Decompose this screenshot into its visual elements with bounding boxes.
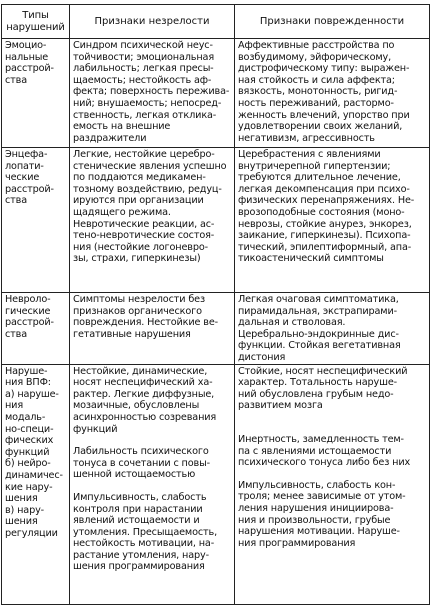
immaturity-cell	[70, 148, 235, 293]
header-types: Типы нарушений	[2, 5, 70, 39]
row-type-label: Эмоцио- нальные расстрой- ства	[2, 39, 70, 148]
immaturity-text: Невротические реакции, ас- тено-невротические состоя- ния (нестойкие логоневро- зы, страхи, гиперкинезы)	[73, 218, 215, 265]
row-type-label: Энцефа- лопати- ческие расстрой- ства	[2, 148, 70, 293]
damage-text: Импульсивность, слабость кон- троля; менее зависимые от утом- ления нарушения инициирова- ния и произвольности, грубые нарушения мотивации. Наруше- ния программирования	[238, 479, 406, 549]
paragraph-gap	[238, 469, 426, 480]
table-header-row	[2, 5, 430, 39]
immaturity-cell	[70, 293, 235, 365]
immaturity-text: Импульсивность, слабость контроля при нарастании явлений истощаемости и утомления. Пресыщаемость, нестойкость мотивации, на- растание утомления, нару- шения программирования	[73, 491, 218, 573]
damage-text: Стойкие, носят неспецифический характер. Тотальность наруше- ний обусловлена грубым недо- развитием мозга	[238, 365, 408, 412]
paragraph-gap	[238, 412, 426, 423]
damage-text: Легкая очаговая симптоматика, пирамидальная, экстрапирами- дальная и стволовая.	[238, 294, 399, 329]
header-damage: Признаки поврежденности	[235, 5, 430, 39]
damage-text: Церебрально-эндокринные дис- функции. Стойкая вегетативная дистония	[238, 328, 401, 363]
immaturity-text: Легкие, нестойкие церебро- стенические явления успешно по поддаются медикамен- тозному воздействию, редуц- ируются при организации щадящего режима.	[73, 149, 227, 218]
paragraph-gap	[73, 481, 231, 492]
paragraph-gap	[238, 423, 426, 434]
table-row-hmf	[2, 364, 430, 604]
damage-cell	[235, 293, 430, 365]
immaturity-text: Синдром психической неус- тойчивости; эмоциональная лабильность; легкая пресы- щаемость; нестойкость аф- фекта; поверхность пережива- ний; внушаемость; непосред- ственность, легкая отклика- емость на внешние раздражители	[73, 40, 230, 144]
damage-cell	[235, 39, 430, 148]
comparison-table	[1, 4, 430, 605]
table-row-encephalopathic	[2, 148, 430, 293]
table-row-neurological	[2, 293, 430, 365]
row-type-label: Наруше- ния ВПФ: а) наруше- ния модаль- но-специ- фических функций б) нейро- динамичес- кие нару- шения в) нару- шения регуляции	[2, 364, 70, 604]
immaturity-text: Лабильность психического тонуса в сочетании с повы- шенной истощаемостью	[73, 446, 210, 481]
table-row-emotional	[2, 39, 430, 148]
immaturity-text: Нестойкие, динамические, носят неспецифический ха- рактер. Легкие диффузные, мозаичные, обусловлены асинхронностью созревания функций	[73, 365, 217, 435]
damage-text: Инертность, замедленность тем- па с явлениями истощаемости психического тонуса либо без них	[238, 433, 411, 469]
immaturity-cell	[70, 364, 235, 604]
paragraph-gap	[73, 435, 231, 446]
header-immaturity: Признаки незрелости	[70, 5, 235, 39]
row-type-label: Невроло- гические расстрой- ства	[2, 293, 70, 365]
damage-text: Церебрастения с явлениями внутричерепной гипертензии; требуются длительное лечение, легкая декомпенсация при психо- физических перенапряжениях. Не- врозоподобные состояния (моно- неврозы, стойкие анурез, энкорез, заикание, гиперкинезы). Психопа- тический, эпилептиформный, апа- тикоастенический симптомы	[238, 149, 415, 265]
immaturity-cell	[70, 39, 235, 148]
damage-cell	[235, 364, 430, 604]
damage-text: Аффективные расстройства по возбудимому, эйфорическому, дистрофическому типу: выражен- ная стойкость и сила аффекта; вязкость, монотонность, ригид- ность переживаний, растормо- женность влечений, упорство при удовлетворении своих желаний, негативизм, агрессивность	[238, 40, 410, 144]
damage-cell	[235, 148, 430, 293]
immaturity-text: Симптомы незрелости без признаков органического повреждения. Нестойкие ве- гетативные нарушения	[73, 294, 218, 340]
